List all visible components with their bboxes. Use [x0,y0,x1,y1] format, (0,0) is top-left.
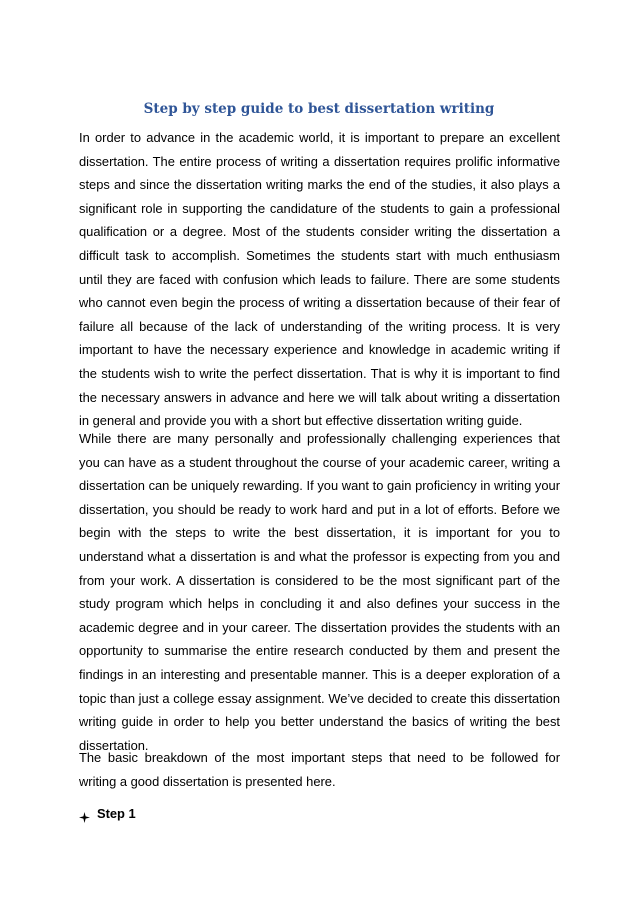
paragraph-dissertation-overview: While there are many personally and professionally challenging experiences that you can have as a student throughout the course of your academic career, writing a dissertation can be uniquely rewarding. If you want to gain proficiency in writing your dissertation, you should be ready to work hard and put in a lot of efforts. Before we begin with the steps to write the best dissertation, it is important for you to understand what a dissertation is and what the professor is expecting from you and from your work. A dissertation is considered to be the most significant part of the study program which helps in concluding it and also defines your success in the academic degree and in your career. The dissertation provides the students with an opportunity to summarise the entire research conducted by them and present the findings in an interesting and presentable manner. This is a deeper exploration of a topic than just a college essay assignment. We’ve decided to create this dissertation writing guide in order to help you better understand the basics of writing the best dissertation. [79,431,560,753]
diamond-bullet-icon [79,809,90,820]
document-title: Step by step guide to best dissertation writing [143,101,495,117]
paragraph-breakdown: The basic breakdown of the most important steps that need to be followed for writing a good dissertation is presented here. [79,750,560,789]
paragraph-introduction: In order to advance in the academic world, it is important to prepare an excellent dissertation. The entire process of writing a dissertation requires prolific informative steps and since the dissertation writing marks the end of the studies, it also plays a significant role in supporting the candidature of the students to gain a professional qualification or a degree. Most of the students consider writing the dissertation a difficult task to accomplish. Sometimes the students start with much enthusiasm until they are faced with confusion which leads to failure. There are some students who cannot even begin the process of writing a dissertation because of their fear of failure all because of the lack of understanding of the writing process. It is very important to have the necessary experience and knowledge in academic writing if the students wish to write the perfect dissertation. That is why it is important to find the necessary answers in advance and here we will talk about writing a dissertation in general and provide you with a short but effective dissertation writing guide. [79,130,560,429]
step-heading [79,804,136,824]
step-label: Step 1 [97,806,136,821]
